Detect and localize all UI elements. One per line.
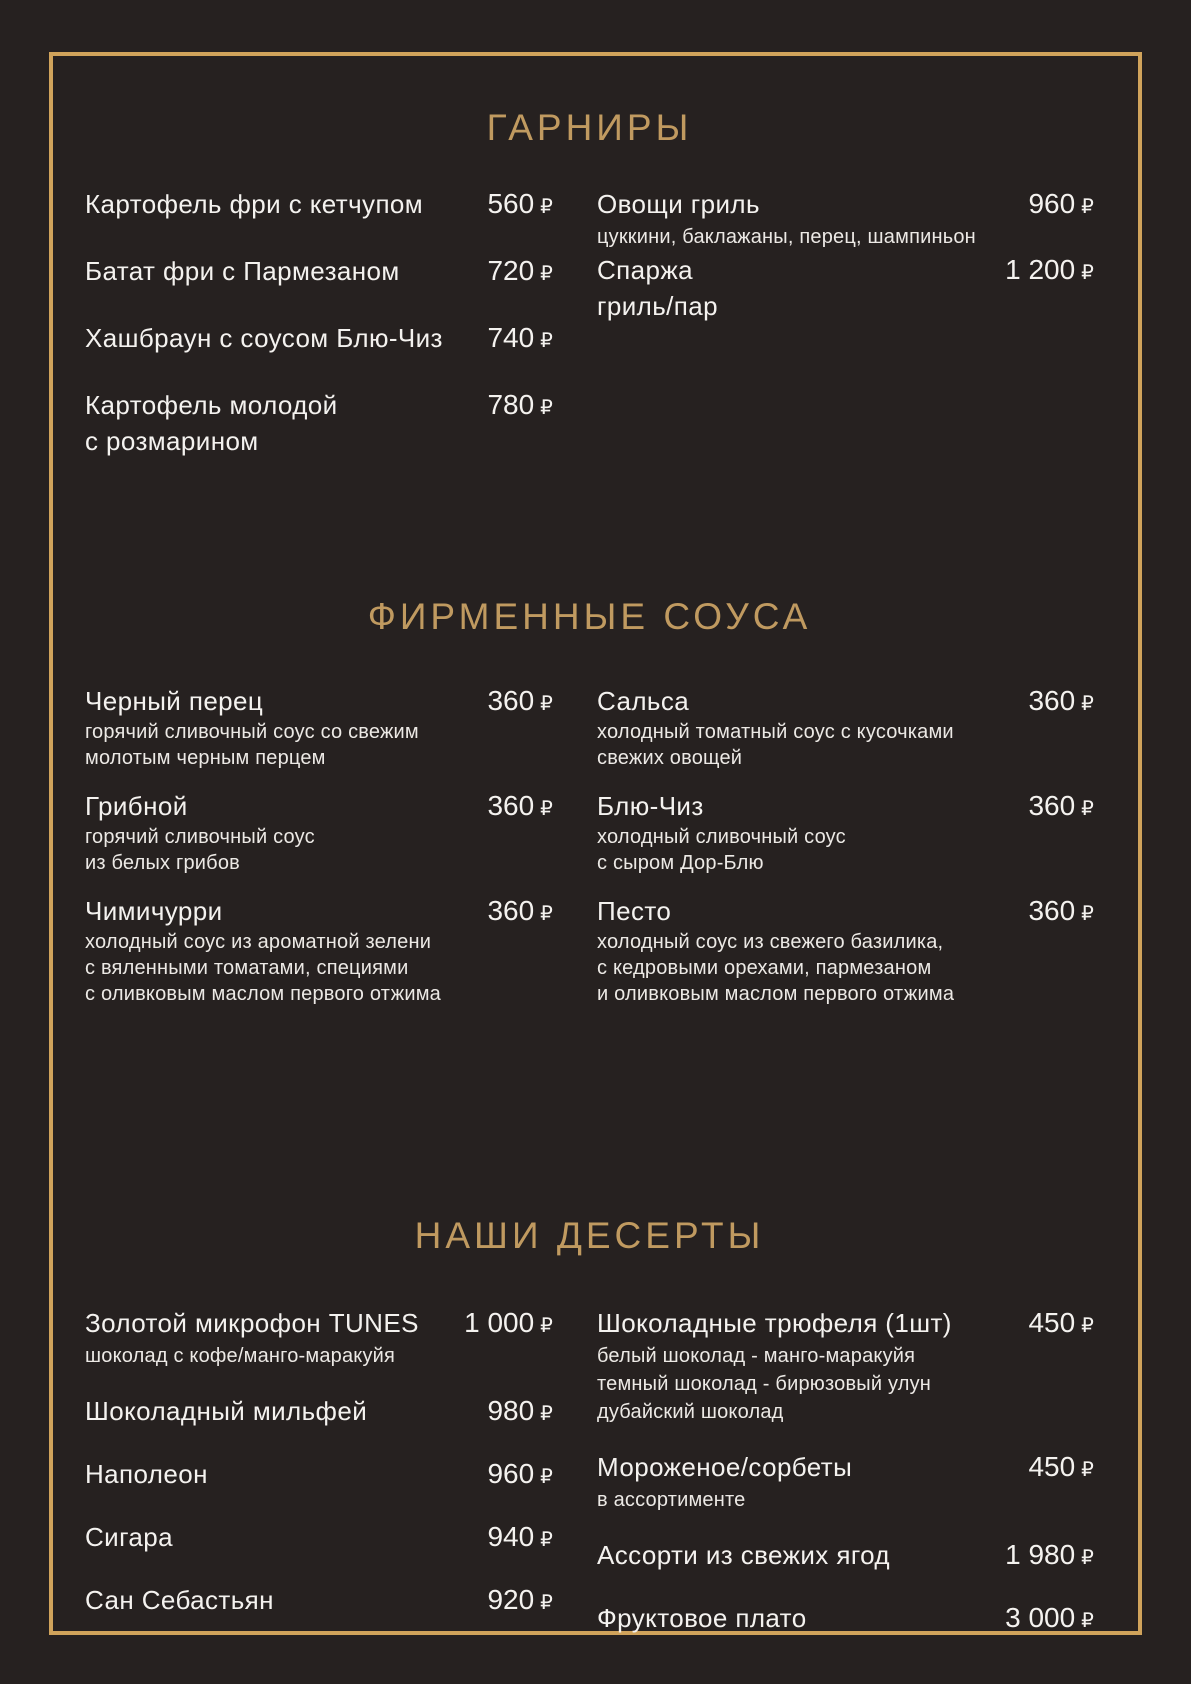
menu-item: [85, 1455, 553, 1496]
item-description-line: из белых грибов: [85, 852, 240, 874]
price-amount: 560: [487, 188, 535, 219]
price-amount: 1 200: [1005, 254, 1076, 285]
price-amount: 360: [1028, 685, 1076, 716]
section-columns: [85, 186, 1094, 487]
item-name-block: [85, 1518, 475, 1556]
item-name-line: Блю-Чиз: [597, 791, 704, 821]
item-name-line: Картофель молодой: [85, 390, 338, 420]
price-amount: 740: [487, 322, 535, 353]
item-description: [597, 824, 1016, 876]
item-name-line: Песто: [597, 896, 672, 926]
item-description: [85, 1342, 452, 1370]
item-name-block: [85, 1304, 452, 1370]
menu-column: [597, 1304, 1094, 1662]
item-name-line: Шоколадные трюфеля (1шт): [597, 1308, 952, 1338]
item-description: [597, 1342, 1016, 1426]
item-name-block: [597, 683, 1016, 771]
price-amount: 360: [1028, 790, 1076, 821]
menu-section-desserts: [85, 1024, 1094, 1662]
item-price: [475, 683, 553, 722]
menu-item: [85, 683, 553, 771]
menu-item: [597, 1304, 1094, 1426]
price-amount: 450: [1028, 1451, 1076, 1482]
section-title: ФИРМЕННЫЕ СОУСА: [367, 596, 812, 637]
ruble-sign: ₽: [540, 1529, 553, 1551]
item-price: [475, 893, 553, 932]
item-name: [597, 893, 1016, 929]
item-name-line: Фруктовое плато: [597, 1603, 807, 1633]
item-name-block: [85, 186, 475, 222]
item-name: [85, 186, 475, 222]
item-description-line: молотым черным перцем: [85, 747, 326, 769]
menu-item: [597, 1599, 1094, 1640]
price-amount: 720: [487, 255, 535, 286]
menu-item: [597, 1448, 1094, 1514]
menu-column: [85, 186, 553, 487]
item-name-block: [597, 893, 1016, 1007]
menu-item: [85, 1518, 553, 1559]
item-price: [475, 1392, 553, 1433]
item-name: [597, 788, 1016, 824]
item-name-line: Сальса: [597, 686, 690, 716]
item-price: [475, 186, 553, 225]
price-amount: 3 000: [1005, 1602, 1076, 1633]
menu-item: [597, 252, 1094, 324]
item-name: [597, 1599, 993, 1637]
item-name-block: [85, 788, 475, 876]
item-description-line: белый шоколад - манго-маракуйя: [597, 1345, 916, 1367]
item-name-line: Сан Себастьян: [85, 1585, 274, 1615]
item-name-line: Спаржа: [597, 255, 694, 285]
item-price: [1016, 1448, 1094, 1489]
item-price: [1016, 788, 1094, 827]
item-name-block: [85, 1392, 475, 1430]
item-name-line: Грибной: [85, 791, 188, 821]
price-amount: 960: [1028, 188, 1076, 219]
price-amount: 1 980: [1005, 1539, 1076, 1570]
item-price: [1016, 683, 1094, 722]
item-name-block: [597, 788, 1016, 876]
item-description-line: холодный соус из ароматной зелени: [85, 931, 432, 953]
ruble-sign: ₽: [540, 1466, 553, 1488]
item-description: [85, 824, 475, 876]
item-name-block: [597, 252, 993, 324]
item-name-block: [85, 893, 475, 1007]
price-amount: 980: [487, 1395, 535, 1426]
item-description-line: свежих овощей: [597, 747, 743, 769]
menu-column: [85, 1304, 553, 1662]
section-title: ГАРНИРЫ: [486, 107, 693, 148]
item-name-line: Чимичурри: [85, 896, 223, 926]
item-name: [597, 1536, 993, 1574]
item-name-line: Картофель фри с кетчупом: [85, 189, 424, 219]
item-description-line: горячий сливочный соус со свежим: [85, 721, 419, 743]
ruble-sign: ₽: [1081, 196, 1094, 218]
menu-item: [85, 387, 553, 459]
item-description-line: с вяленными томатами, специями: [85, 957, 409, 979]
item-name-line: Ассорти из свежих ягод: [597, 1540, 890, 1570]
item-description-line: цуккини, баклажаны, перец, шампиньон: [597, 226, 976, 248]
item-name-block: [597, 1304, 1016, 1426]
item-name: [597, 683, 1016, 719]
item-name-block: [85, 320, 475, 356]
item-price: [475, 320, 553, 359]
ruble-sign: ₽: [1081, 693, 1094, 715]
menu-item: [85, 1304, 553, 1370]
price-amount: 940: [487, 1521, 535, 1552]
section-columns: [85, 683, 1094, 1024]
item-description: [85, 929, 475, 1007]
ruble-sign: ₽: [1081, 1459, 1094, 1481]
item-name: [85, 253, 475, 289]
item-name-line: Наполеон: [85, 1459, 208, 1489]
item-name-block: [85, 683, 475, 771]
price-amount: 960: [487, 1458, 535, 1489]
ruble-sign: ₽: [1081, 798, 1094, 820]
ruble-sign: ₽: [1081, 1547, 1094, 1569]
item-price: [475, 1581, 553, 1622]
item-price: [993, 252, 1094, 291]
ruble-sign: ₽: [1081, 262, 1094, 284]
item-name-line: Черный перец: [85, 686, 264, 716]
item-description-line: с сыром Дор-Блю: [597, 852, 764, 874]
ruble-sign: ₽: [1081, 1610, 1094, 1632]
item-description: [597, 222, 1016, 252]
ruble-sign: ₽: [540, 903, 553, 925]
price-amount: 360: [487, 790, 535, 821]
menu-item: [597, 186, 1094, 252]
item-price: [1016, 1304, 1094, 1345]
item-name-block: [85, 253, 475, 289]
menu-item: [85, 1392, 553, 1433]
menu-item: [85, 788, 553, 876]
item-price: [1016, 186, 1094, 225]
item-price: [475, 1518, 553, 1559]
ruble-sign: ₽: [540, 1592, 553, 1614]
item-name: [597, 1304, 1016, 1342]
menu-item: [597, 788, 1094, 876]
menu-column: [597, 186, 1094, 487]
ruble-sign: ₽: [540, 693, 553, 715]
price-amount: 920: [487, 1584, 535, 1615]
item-name-line: Овощи гриль: [597, 189, 760, 219]
item-name-line: Хашбраун с соусом Блю-Чиз: [85, 323, 443, 353]
section-columns: [85, 1304, 1094, 1662]
item-name: [85, 1581, 475, 1619]
menu-item: [597, 1536, 1094, 1577]
item-name-line: Золотой микрофон TUNES: [85, 1308, 419, 1338]
price-amount: 360: [1028, 895, 1076, 926]
menu-item: [597, 683, 1094, 771]
item-name-block: [597, 1599, 993, 1637]
menu-item: [85, 253, 553, 292]
price-amount: 780: [487, 389, 535, 420]
item-name-block: [597, 186, 1016, 252]
item-name: [597, 1448, 1016, 1486]
item-description: [597, 929, 1016, 1007]
item-name-block: [597, 1536, 993, 1574]
ruble-sign: ₽: [1081, 903, 1094, 925]
menu-item: [85, 186, 553, 225]
item-name: [85, 320, 475, 356]
item-name-block: [85, 1581, 475, 1619]
item-name: [85, 1304, 452, 1342]
item-name-line: Батат фри с Пармезаном: [85, 256, 400, 286]
menu-column: [85, 683, 553, 1024]
item-name: [85, 1455, 475, 1493]
price-amount: 360: [487, 895, 535, 926]
item-name: [85, 683, 475, 719]
item-description: [597, 1486, 1016, 1514]
menu-item: [85, 1581, 553, 1622]
item-price: [1016, 893, 1094, 932]
item-name-line: с розмарином: [85, 426, 259, 456]
item-name: [85, 893, 475, 929]
ruble-sign: ₽: [540, 397, 553, 419]
item-name-block: [597, 1448, 1016, 1514]
item-price: [475, 1455, 553, 1496]
item-description-line: с кедровыми орехами, пармезаном: [597, 957, 932, 979]
item-name-line: Сигара: [85, 1522, 173, 1552]
menu-content: [53, 56, 1138, 1631]
ruble-sign: ₽: [540, 263, 553, 285]
item-description: [85, 719, 475, 771]
menu-column: [597, 683, 1094, 1024]
item-description-line: холодный сливочный соус: [597, 826, 846, 848]
item-name: [85, 1518, 475, 1556]
ruble-sign: ₽: [540, 330, 553, 352]
item-name: [85, 1392, 475, 1430]
item-name-line: Мороженое/сорбеты: [597, 1452, 853, 1482]
menu-section-sauces: [85, 487, 1094, 1024]
item-description-line: и оливковым маслом первого отжима: [597, 983, 955, 1005]
menu-item: [597, 893, 1094, 1007]
ruble-sign: ₽: [540, 1315, 553, 1337]
ruble-sign: ₽: [540, 196, 553, 218]
item-price: [475, 788, 553, 827]
item-description-line: холодный соус из свежего базилика,: [597, 931, 944, 953]
ruble-sign: ₽: [1081, 1315, 1094, 1337]
item-name: [85, 387, 475, 459]
ruble-sign: ₽: [540, 798, 553, 820]
item-name: [597, 252, 993, 324]
item-description-line: дубайский шоколад: [597, 1401, 784, 1423]
item-price: [452, 1304, 553, 1345]
item-description-line: холодный томатный соус с кусочками: [597, 721, 954, 743]
item-name-block: [85, 387, 475, 459]
price-amount: 450: [1028, 1307, 1076, 1338]
menu-item: [85, 320, 553, 359]
item-price: [475, 387, 553, 426]
section-title: НАШИ ДЕСЕРТЫ: [414, 1215, 765, 1256]
item-description-line: в ассортименте: [597, 1489, 746, 1511]
price-amount: 360: [487, 685, 535, 716]
item-price: [993, 1536, 1094, 1577]
item-name-block: [85, 1455, 475, 1493]
item-description-line: шоколад с кофе/манго-маракуйя: [85, 1345, 396, 1367]
menu-item: [85, 893, 553, 1007]
item-name: [597, 186, 1016, 222]
item-price: [993, 1599, 1094, 1640]
ruble-sign: ₽: [540, 1403, 553, 1425]
item-name: [85, 788, 475, 824]
item-price: [475, 253, 553, 292]
item-description-line: с оливковым маслом первого отжима: [85, 983, 441, 1005]
price-amount: 1 000: [464, 1307, 535, 1338]
item-name-line: гриль/пар: [597, 291, 719, 321]
item-name-line: Шоколадный мильфей: [85, 1396, 368, 1426]
item-description-line: темный шоколад - бирюзовый улун: [597, 1373, 932, 1395]
menu-section-garnish: [85, 56, 1094, 487]
item-description: [597, 719, 1016, 771]
item-description-line: горячий сливочный соус: [85, 826, 315, 848]
